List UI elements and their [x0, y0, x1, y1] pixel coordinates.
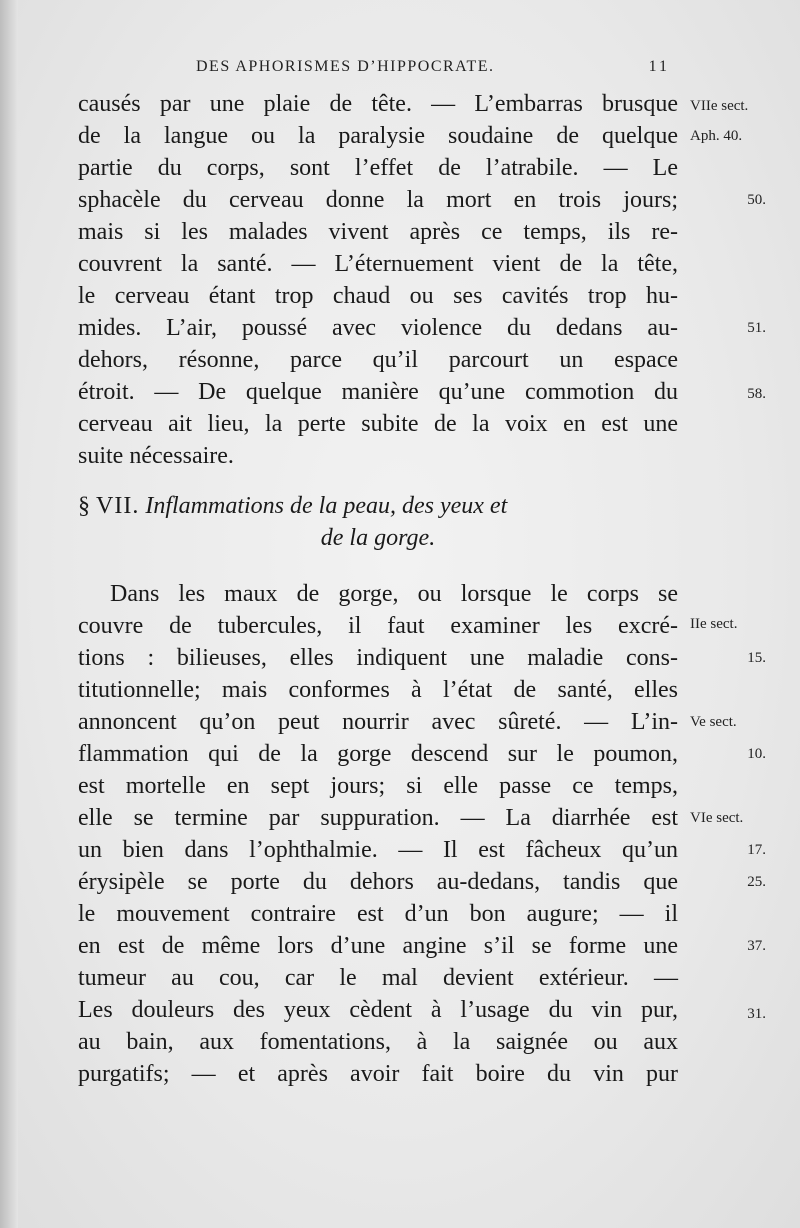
text-line: couvre de tubercules, il faut examiner les excré-: [78, 613, 678, 639]
margin-note-section: VIe sect.: [690, 810, 744, 826]
text-line: Les douleurs des yeux cèdent à l’usage du vin pur,: [78, 997, 678, 1023]
margin-note-aphorism: Aph. 40.: [690, 128, 743, 144]
text-line: elle se termine par suppuration. — La diarrhée est: [78, 805, 678, 831]
text-line: étroit. — De quelque manière qu’une commotion du: [78, 379, 678, 405]
text-line: titutionnelle; mais conformes à l’état de santé, elles: [78, 677, 678, 703]
text-line: sphacèle du cerveau donne la mort en trois jours;: [78, 187, 678, 213]
page-gutter-shadow: [0, 0, 18, 1228]
text-line: dehors, résonne, parce qu’il parcourt un espace: [78, 347, 678, 373]
margin-note-section: Ve sect.: [690, 714, 737, 730]
section-title-line2: de la gorge.: [320, 525, 436, 551]
section-heading: [78, 490, 678, 522]
text-line: cerveau ait lieu, la perte subite de la voix en est une: [78, 411, 678, 437]
margin-note-aphorism: 50.: [747, 192, 766, 208]
text-line: le mouvement contraire est d’un bon augure; — il: [78, 901, 678, 927]
section-title-line1: Inflammations de la peau, des yeux et: [145, 493, 508, 519]
text-line: mais si les malades vivent après ce temps, ils re-: [78, 219, 678, 245]
section-number: VII.: [96, 493, 140, 519]
running-head-title: DES APHORISMES D’HIPPOCRATE.: [196, 58, 495, 75]
margin-note-aphorism: 15.: [747, 650, 766, 666]
margin-note-aphorism: 17.: [747, 842, 766, 858]
text-line: Dans les maux de gorge, ou lorsque le corps se: [110, 581, 678, 607]
text-line: érysipèle se porte du dehors au-dedans, tandis que: [78, 869, 678, 895]
text-line: en est de même lors d’une angine s’il se forme une: [78, 933, 678, 959]
text-line: mides. L’air, poussé avec violence du dedans au-: [78, 315, 678, 341]
text-line: de la langue ou la paralysie soudaine de quelque: [78, 123, 678, 149]
text-line: annoncent qu’on peut nourrir avec sûreté. — L’in-: [78, 709, 678, 735]
text-line: partie du corps, sont l’effet de l’atrabile. — Le: [78, 155, 678, 181]
text-line: est mortelle en sept jours; si elle passe ce temps,: [78, 773, 678, 799]
text-line: tions : bilieuses, elles indiquent une maladie cons-: [78, 645, 678, 671]
page-number: 11: [648, 58, 670, 75]
running-head: [196, 58, 748, 80]
text-line: purgatifs; — et après avoir fait boire du vin pur: [78, 1061, 678, 1087]
margin-note-aphorism: 51.: [747, 320, 766, 336]
margin-note-aphorism: 25.: [747, 874, 766, 890]
section-heading-cont: [78, 522, 678, 554]
text-line: tumeur au cou, car le mal devient extérieur. —: [78, 965, 678, 991]
text-line: au bain, aux fomentations, à la saignée ou aux: [78, 1029, 678, 1055]
text-line: le cerveau étant trop chaud ou ses cavités trop hu-: [78, 283, 678, 309]
text-line: causés par une plaie de tête. — L’embarras brusque: [78, 91, 678, 117]
text-line: couvrent la santé. — L’éternuement vient de la tête,: [78, 251, 678, 277]
margin-note-aphorism: 10.: [747, 746, 766, 762]
text-line-last: suite nécessaire.: [78, 443, 234, 469]
margin-note-aphorism: 58.: [747, 386, 766, 402]
text-line: un bien dans l’ophthalmie. — Il est fâcheux qu’un: [78, 837, 678, 863]
margin-note-aphorism: 31.: [747, 1006, 766, 1022]
margin-note-section: IIe sect.: [690, 616, 738, 632]
section-symbol: §: [78, 493, 90, 519]
margin-note-section: VIIe sect.: [690, 98, 749, 114]
margin-note-aphorism: 37.: [747, 938, 766, 954]
text-line: flammation qui de la gorge descend sur le poumon,: [78, 741, 678, 767]
